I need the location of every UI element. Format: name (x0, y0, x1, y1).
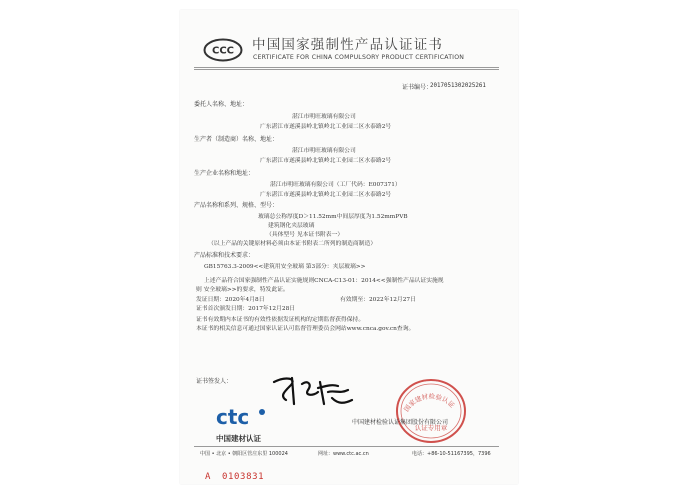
cert-no-value: 2017051302025261 (430, 83, 486, 89)
red-seal-icon (394, 376, 468, 446)
svg-text:国家建材检验认证: 国家建材检验认证 (402, 392, 457, 414)
header-divider-top (194, 67, 499, 68)
issue-date: 发证日期：2020年4月8日 (196, 297, 265, 303)
serial-prefix: A (205, 472, 212, 482)
footer-divider (194, 446, 499, 447)
header-divider-bottom (194, 69, 499, 70)
validity-note-1: 证书有效期内本证书的有效性依据发证机构的定期监督获得保持。 (196, 317, 365, 323)
certificate-title-cn: 中国国家强制性产品认证证书 (252, 37, 444, 53)
product-label: 产品名称和系列、规格、型号： (194, 202, 279, 209)
applicant-address: 广东湛江市遂溪县岭北镇岭北工业园二区水泰路2号 (260, 124, 392, 130)
ctc-caption: 中国建材认证 (216, 434, 261, 443)
product-name: 建筑钢化夹层玻璃 (268, 223, 315, 229)
expiry-date: 有效期至：2022年12月27日 (340, 297, 416, 303)
footer-phone: 电话：+86-10-51167395，7396 (412, 451, 491, 457)
svg-text:ctc: ctc (216, 405, 250, 429)
svg-text:认证专用章: 认证专用章 (414, 424, 448, 432)
serial-number: 0103831 (222, 472, 265, 482)
issuer-name: 中国建材检验认证集团股份有限公司 (352, 419, 449, 426)
signature-label: 证书签发人： (196, 378, 233, 385)
signature-icon (268, 370, 358, 410)
manufacturer-address: 广东湛江市遂溪县岭北镇岭北工业园二区水泰路2号 (260, 158, 392, 164)
applicant-name: 湛江市明旺玻璃有限公司 (292, 114, 356, 120)
applicant-label: 委托人名称、地址： (194, 101, 249, 108)
product-model-note: （具体型号 见本证书附表一） (266, 232, 344, 238)
footer-website: 网址：www.ctc.ac.cn (318, 451, 369, 457)
ctc-logo-icon (214, 405, 268, 433)
product-spec: 玻璃总公称厚度D＞11.52mm中间层厚度为1.52mmPVB (258, 214, 408, 220)
manufacturer-name: 湛江市明旺玻璃有限公司 (292, 148, 356, 154)
svg-text:CCC: CCC (211, 45, 235, 57)
product-material-note: （以上产品的关键原材料必须由本证书附表二所列的制造商制造） (208, 241, 377, 247)
footer-address: 中国 • 北京 • 朝阳区管庄东里 100024 (200, 451, 288, 457)
cert-no-label: 证书编号： (402, 84, 433, 91)
standard-value: GB15763.3-2009<<建筑用安全玻璃 第3部分：夹层玻璃>> (204, 264, 366, 270)
first-issue-date: 证书首次颁发日期：2017年12月28日 (196, 306, 296, 312)
factory-address: 广东湛江市遂溪县岭北镇岭北工业园二区水泰路2号 (260, 192, 392, 198)
ccc-logo-icon (203, 38, 243, 62)
manufacturer-label: 生产者（制造商）名称、地址： (194, 136, 279, 143)
certificate-title-en: CERTIFICATE FOR CHINA COMPULSORY PRODUCT CERTIFICATION (253, 54, 465, 61)
compliance-statement-2: 则 安全玻璃>>的要求，特发此证。 (196, 287, 289, 293)
validity-note-2: 本证书的相关信息可通过国家认证认可监督管理委员会网站www.cnca.gov.cn查询。 (196, 326, 415, 332)
standard-label: 产品标准和技术要求： (194, 252, 255, 259)
factory-label: 生产企业名称和地址： (194, 170, 255, 177)
factory-name: 湛江市明旺玻璃有限公司（工厂代码：E007371） (270, 182, 401, 188)
compliance-statement-1: 上述产品符合国家强制性产品认证实施规则CNCA-C13-01：2014<<强制性产品认证实施规 (204, 278, 444, 284)
